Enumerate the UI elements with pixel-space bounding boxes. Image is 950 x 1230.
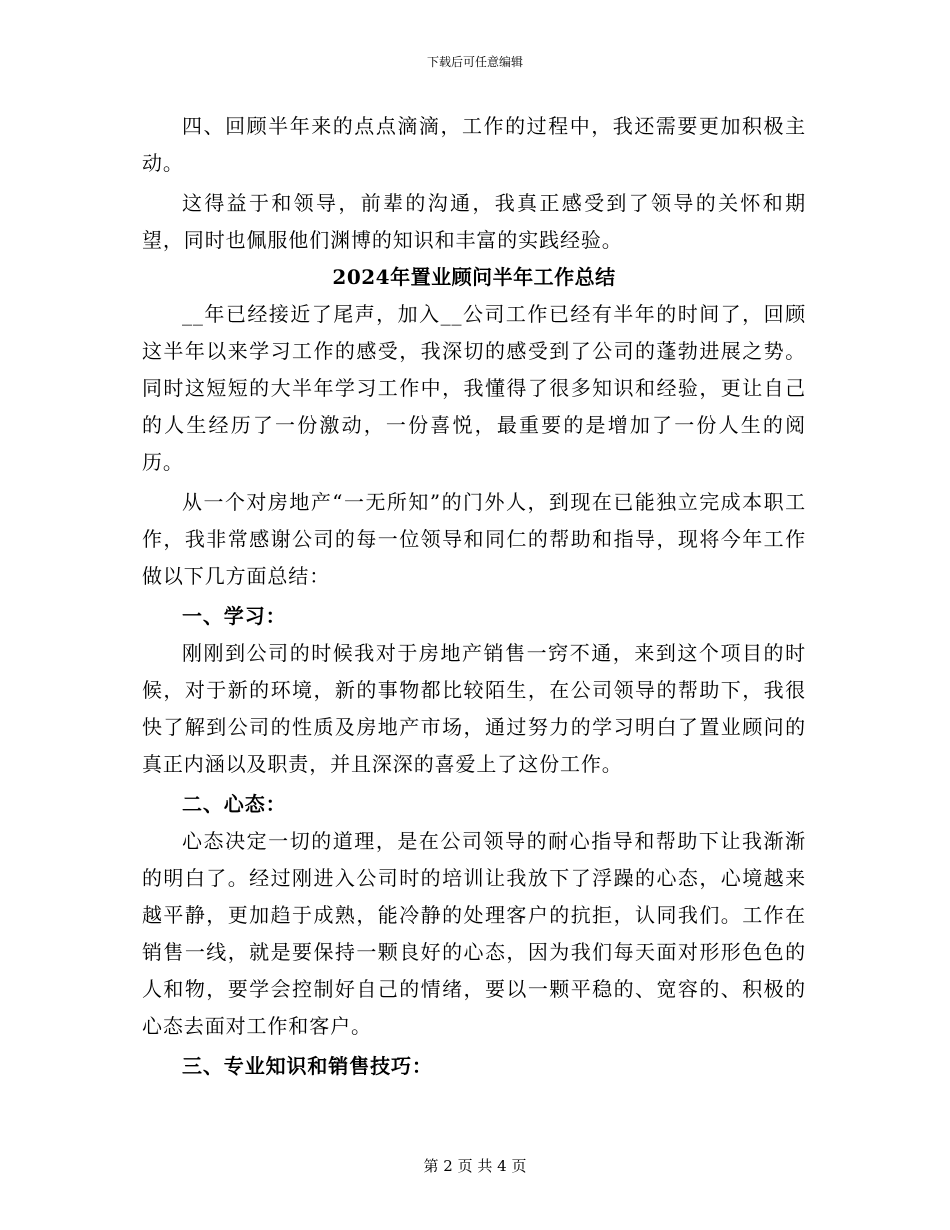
paragraph-mindset: 心态决定一切的道理，是在公司领导的耐心指导和帮助下让我渐渐的明白了。经过刚进入公司时的培训让我放下了浮躁的心态，心境越来越平静，更加趋于成熟，能冷静的处理客户的抗拒，认同我们。工作在销售一线，就是要保持一颗良好的心态，因为我们每天面对形形色色的人和物，要学会控制好自己的情绪，要以一颗平稳的、宽容的、积极的心态去面对工作和客户。 [142, 829, 806, 1038]
section-heading-mindset: 二、心态： [182, 792, 287, 816]
document-title: 2024年置业顾问半年工作总结 [332, 265, 616, 289]
paragraph-study: 刚刚到公司的时候我对于房地产销售一窍不通，来到这个项目的时候，对于新的环境，新的事物都比较陌生，在公司领导的帮助下，我很快了解到公司的性质及房地产市场，通过努力的学习明白了置业顾问的真正内涵以及职责，并且深深的喜爱上了这份工作。 [142, 641, 806, 776]
paragraph-thanks: 从一个对房地产“一无所知”的门外人，到现在已能独立完成本职工作，我非常感谢公司的每一位领导和同仁的帮助和指导，现将今年工作做以下几方面总结： [142, 490, 806, 588]
section-heading-skills: 三、专业知识和销售技巧： [182, 1054, 433, 1078]
paragraph-benefit: 这得益于和领导，前辈的沟通，我真正感受到了领导的关怀和期望，同时也佩服他们渊博的知识和丰富的实践经验。 [142, 191, 806, 252]
paragraph-intro: __年已经接近了尾声，加入__公司工作已经有半年的时间了，回顾这半年以来学习工作的感受，我深切的感受到了公司的蓬勃进展之势。同时这短短的大半年学习工作中，我懂得了很多知识和经验，更让自己的人生经历了一份激动，一份喜悦，最重要的是增加了一份人生的阅历。 [142, 302, 806, 474]
document-body [142, 108, 806, 1085]
section-heading-study: 一、学习： [182, 604, 287, 628]
page-header: 下载后可任意编辑 [426, 55, 523, 69]
page-number: 第 2 页 共 4 页 [423, 1157, 527, 1175]
paragraph-review: 四、回顾半年来的点点滴滴，工作的过程中，我还需要更加积极主动。 [142, 114, 806, 175]
